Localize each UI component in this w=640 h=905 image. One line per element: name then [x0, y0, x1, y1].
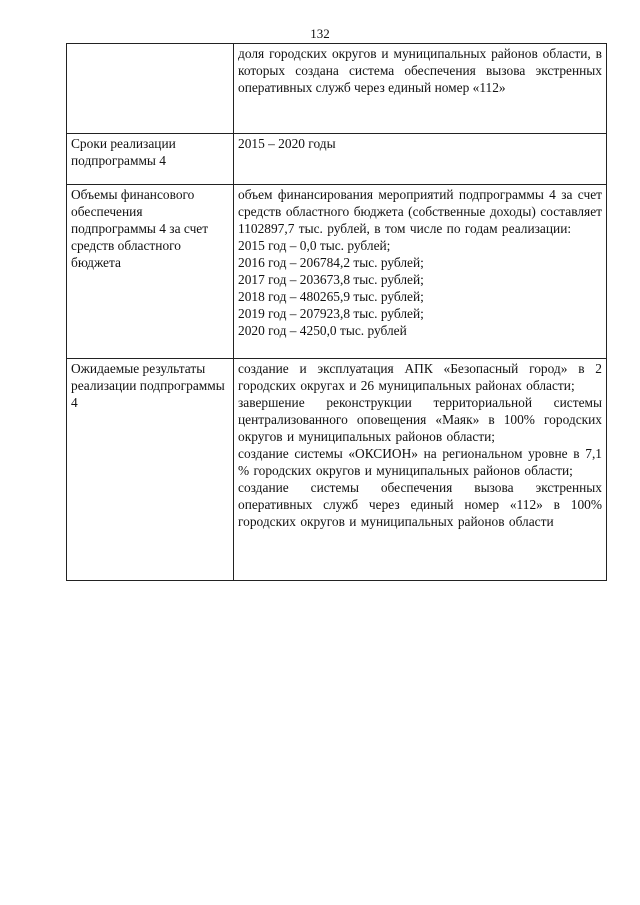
table-row-period [67, 134, 607, 185]
table-row-results [67, 359, 607, 581]
period-value-text: 2015 – 2020 годы [238, 136, 336, 151]
period-label-cell [67, 134, 234, 185]
finance-year-2020: 2020 год – 4250,0 тыс. рублей [238, 323, 407, 338]
period-value-cell [234, 134, 607, 185]
finance-year-2015: 2015 год – 0,0 тыс. рублей; [238, 238, 391, 253]
finance-year-2019: 2019 год – 207923,8 тыс. рублей; [238, 306, 424, 321]
page-number: 132 [310, 26, 330, 41]
finance-year-2017: 2017 год – 203673,8 тыс. рублей; [238, 272, 424, 287]
indicator-label-cell [67, 44, 234, 134]
finance-value-cell [234, 185, 607, 359]
results-label-cell [67, 359, 234, 581]
results-label-text: Ожидаемые результаты реализации подпрограммы 4 [71, 361, 225, 410]
finance-label-cell [67, 185, 234, 359]
table-row-finance [67, 185, 607, 359]
finance-year-2018: 2018 год – 480265,9 тыс. рублей; [238, 289, 424, 304]
table-row-indicator [67, 44, 607, 134]
subprogram-passport-table [66, 43, 607, 581]
results-value-cell [234, 359, 607, 581]
indicator-value-text: доля городских округов и муниципальных районов области, в которых создана система обеспечения вызова экстренных оперативных служб через единый номер «112» [238, 46, 602, 95]
indicator-value-cell [234, 44, 607, 134]
results-item-4: создание системы обеспечения вызова экстренных оперативных служб через единый номер «112» в 100% городских округов и муниципальных районов области [238, 480, 602, 529]
finance-year-2016: 2016 год – 206784,2 тыс. рублей; [238, 255, 424, 270]
finance-intro-text: объем финансирования мероприятий подпрограммы 4 за счет средств областного бюджета (собственные доходы) составляет 1102897,7 тыс. рублей, в том числе по годам реализации: [238, 187, 602, 236]
results-item-2: завершение реконструкции территориальной системы централизованного оповещения «Маяк» в 100% городских округов и муниципальных районов области; [238, 395, 602, 444]
results-item-1: создание и эксплуатация АПК «Безопасный город» в 2 городских округах и 26 муниципальных районах области; [238, 361, 602, 393]
period-label-text: Сроки реализации подпрограммы 4 [71, 136, 176, 168]
finance-label-text: Объемы финансового обеспечения подпрограммы 4 за счет средств областного бюджета [71, 187, 209, 270]
results-item-3: создание системы «ОКСИОН» на региональном уровне в 7,1 % городских округов и муниципальных районов области; [238, 446, 602, 478]
